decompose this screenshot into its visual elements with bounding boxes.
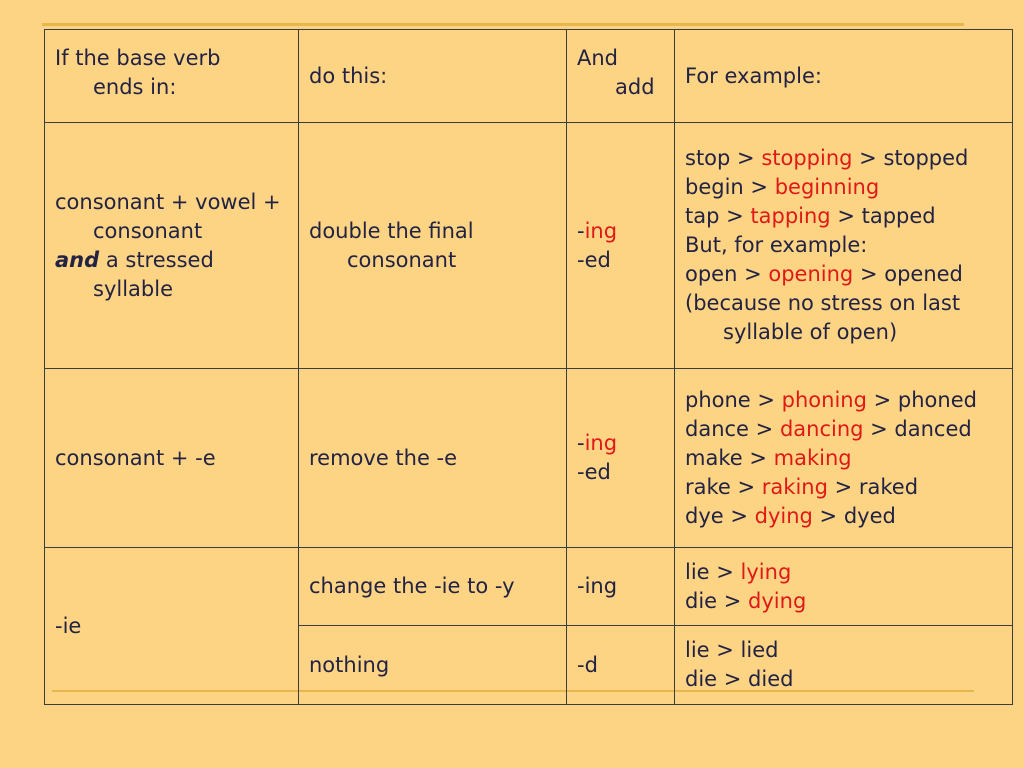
row1-ends-line4: syllable [93, 276, 173, 301]
example-line [685, 386, 1002, 415]
example-word: > [709, 638, 741, 662]
row3-sub2-add: -d [567, 626, 675, 705]
example-word: raked [858, 474, 919, 499]
row2-examples [675, 369, 1013, 548]
row1-ends-line2: consonant [93, 218, 203, 243]
example-word: dying [754, 503, 813, 528]
example-word: beginning [774, 175, 880, 199]
header-and-add [567, 30, 675, 123]
example-word: > [737, 262, 769, 286]
row3-ends-in: -ie [45, 548, 299, 705]
top-decorative-line [42, 23, 964, 26]
example-line [685, 202, 1002, 231]
header-row [45, 30, 1013, 123]
row3-sub2-do-this: nothing [299, 626, 567, 705]
row2-ends-in: consonant + -e [45, 369, 299, 548]
rule-row-remove-e [45, 369, 1013, 548]
spelling-rules-table [44, 29, 1013, 705]
example-word: lie [685, 559, 710, 584]
example-word: > [709, 559, 741, 584]
example-line [685, 502, 1002, 531]
row1-add [567, 123, 675, 369]
example-word: phoning [781, 387, 867, 412]
header-ends-in-line2: ends in: [93, 75, 177, 99]
header-do-this: do this: [299, 30, 567, 123]
row3-sub2-examples [675, 626, 1013, 705]
example-word: > [730, 474, 762, 499]
row1-add-ing [577, 217, 664, 246]
rule-row-ie-change [45, 548, 1013, 626]
row2-add-ing-suffix: ing [584, 431, 618, 455]
example-word: lie [685, 638, 710, 662]
example-word: > [717, 667, 749, 691]
example-word: tapped [861, 204, 936, 228]
example-word: phone [685, 387, 751, 412]
example-line [685, 473, 1002, 502]
example-line [685, 173, 1002, 202]
example-word: died [748, 667, 794, 691]
example-word: > [723, 503, 755, 528]
example-word: > [863, 416, 895, 441]
example-word: stop [685, 146, 731, 170]
example-line [685, 444, 1002, 473]
header-add: add [615, 75, 655, 99]
example-word: dance [685, 416, 749, 441]
example-word: > [719, 204, 751, 228]
example-word: > [812, 503, 844, 528]
example-word: dying [748, 588, 807, 613]
row3-sub1-examples [675, 548, 1013, 626]
header-and: And [577, 46, 619, 70]
example-word: dyed [843, 503, 896, 528]
row1-add-ing-prefix: - [577, 218, 585, 243]
row1-and-emphasis: and [55, 247, 100, 272]
example-word: die [685, 588, 718, 613]
example-word: > [852, 146, 884, 170]
example-word: raking [761, 474, 828, 499]
example-line [685, 415, 1002, 444]
example-word: stopped [883, 146, 969, 170]
example-word: lying [740, 559, 792, 584]
example-word: > [748, 416, 780, 441]
example-word: > [853, 262, 885, 286]
example-word: stopping [761, 146, 853, 170]
example-line [685, 665, 1002, 694]
row2-add-ing [577, 429, 664, 458]
row2-add-ing-prefix: - [577, 431, 585, 455]
row2-add [567, 369, 675, 548]
example-word: open [685, 262, 738, 286]
row1-do-this [299, 123, 567, 369]
example-word: dancing [779, 416, 864, 441]
example-word: lied [740, 638, 779, 662]
example-word: opening [768, 262, 854, 286]
example-line [685, 144, 1002, 173]
row1-do-line2: consonant [347, 247, 457, 272]
example-word: make [685, 445, 743, 470]
example-word: opened [884, 262, 963, 286]
example-word: danced [894, 416, 972, 441]
header-for-example: For example: [675, 30, 1013, 123]
row2-add-ed: -ed [577, 460, 611, 484]
row1-examples [675, 123, 1013, 369]
row1-add-ed: -ed [577, 247, 611, 272]
header-ends-in [45, 30, 299, 123]
row3-sub1-do-this: change the -ie to -y [299, 548, 567, 626]
example-line [685, 636, 1002, 665]
example-word: begin [685, 175, 744, 199]
note-line2: syllable of open) [723, 320, 898, 344]
example-word: > [827, 474, 859, 499]
header-ends-in-line1: If the base verb [55, 46, 221, 70]
row1-ends-line3 [55, 246, 288, 275]
example-word: > [830, 204, 862, 228]
example-word: > [866, 387, 898, 412]
row1-ends-in [45, 123, 299, 369]
example-word: > [743, 175, 775, 199]
example-word: > [742, 445, 774, 470]
row1-add-ing-suffix: ing [584, 218, 618, 243]
row2-do-this: remove the -e [299, 369, 567, 548]
row1-ends-line3-rest: a stressed [99, 247, 214, 272]
rule-row-double-consonant [45, 123, 1013, 369]
example-word: tap [685, 204, 720, 228]
example-line [685, 558, 1002, 587]
row3-sub1-add: -ing [567, 548, 675, 626]
example-word: dye [685, 503, 724, 528]
example-word: die [685, 667, 718, 691]
example-word: tapping [750, 204, 831, 228]
example-line [685, 260, 1002, 289]
example-word: > [750, 387, 782, 412]
row1-ends-line1: consonant + vowel + [55, 189, 281, 214]
row1-do-line1: double the final [309, 218, 474, 243]
example-word: making [773, 445, 852, 470]
example-word: rake [685, 474, 731, 499]
example-word: > [730, 146, 762, 170]
example-word: > [717, 588, 749, 613]
example-word: phoned [897, 387, 977, 412]
note-line1: (because no stress on last [685, 291, 961, 315]
but-for-example-line: But, for example: [685, 233, 868, 257]
example-line [685, 587, 1002, 616]
